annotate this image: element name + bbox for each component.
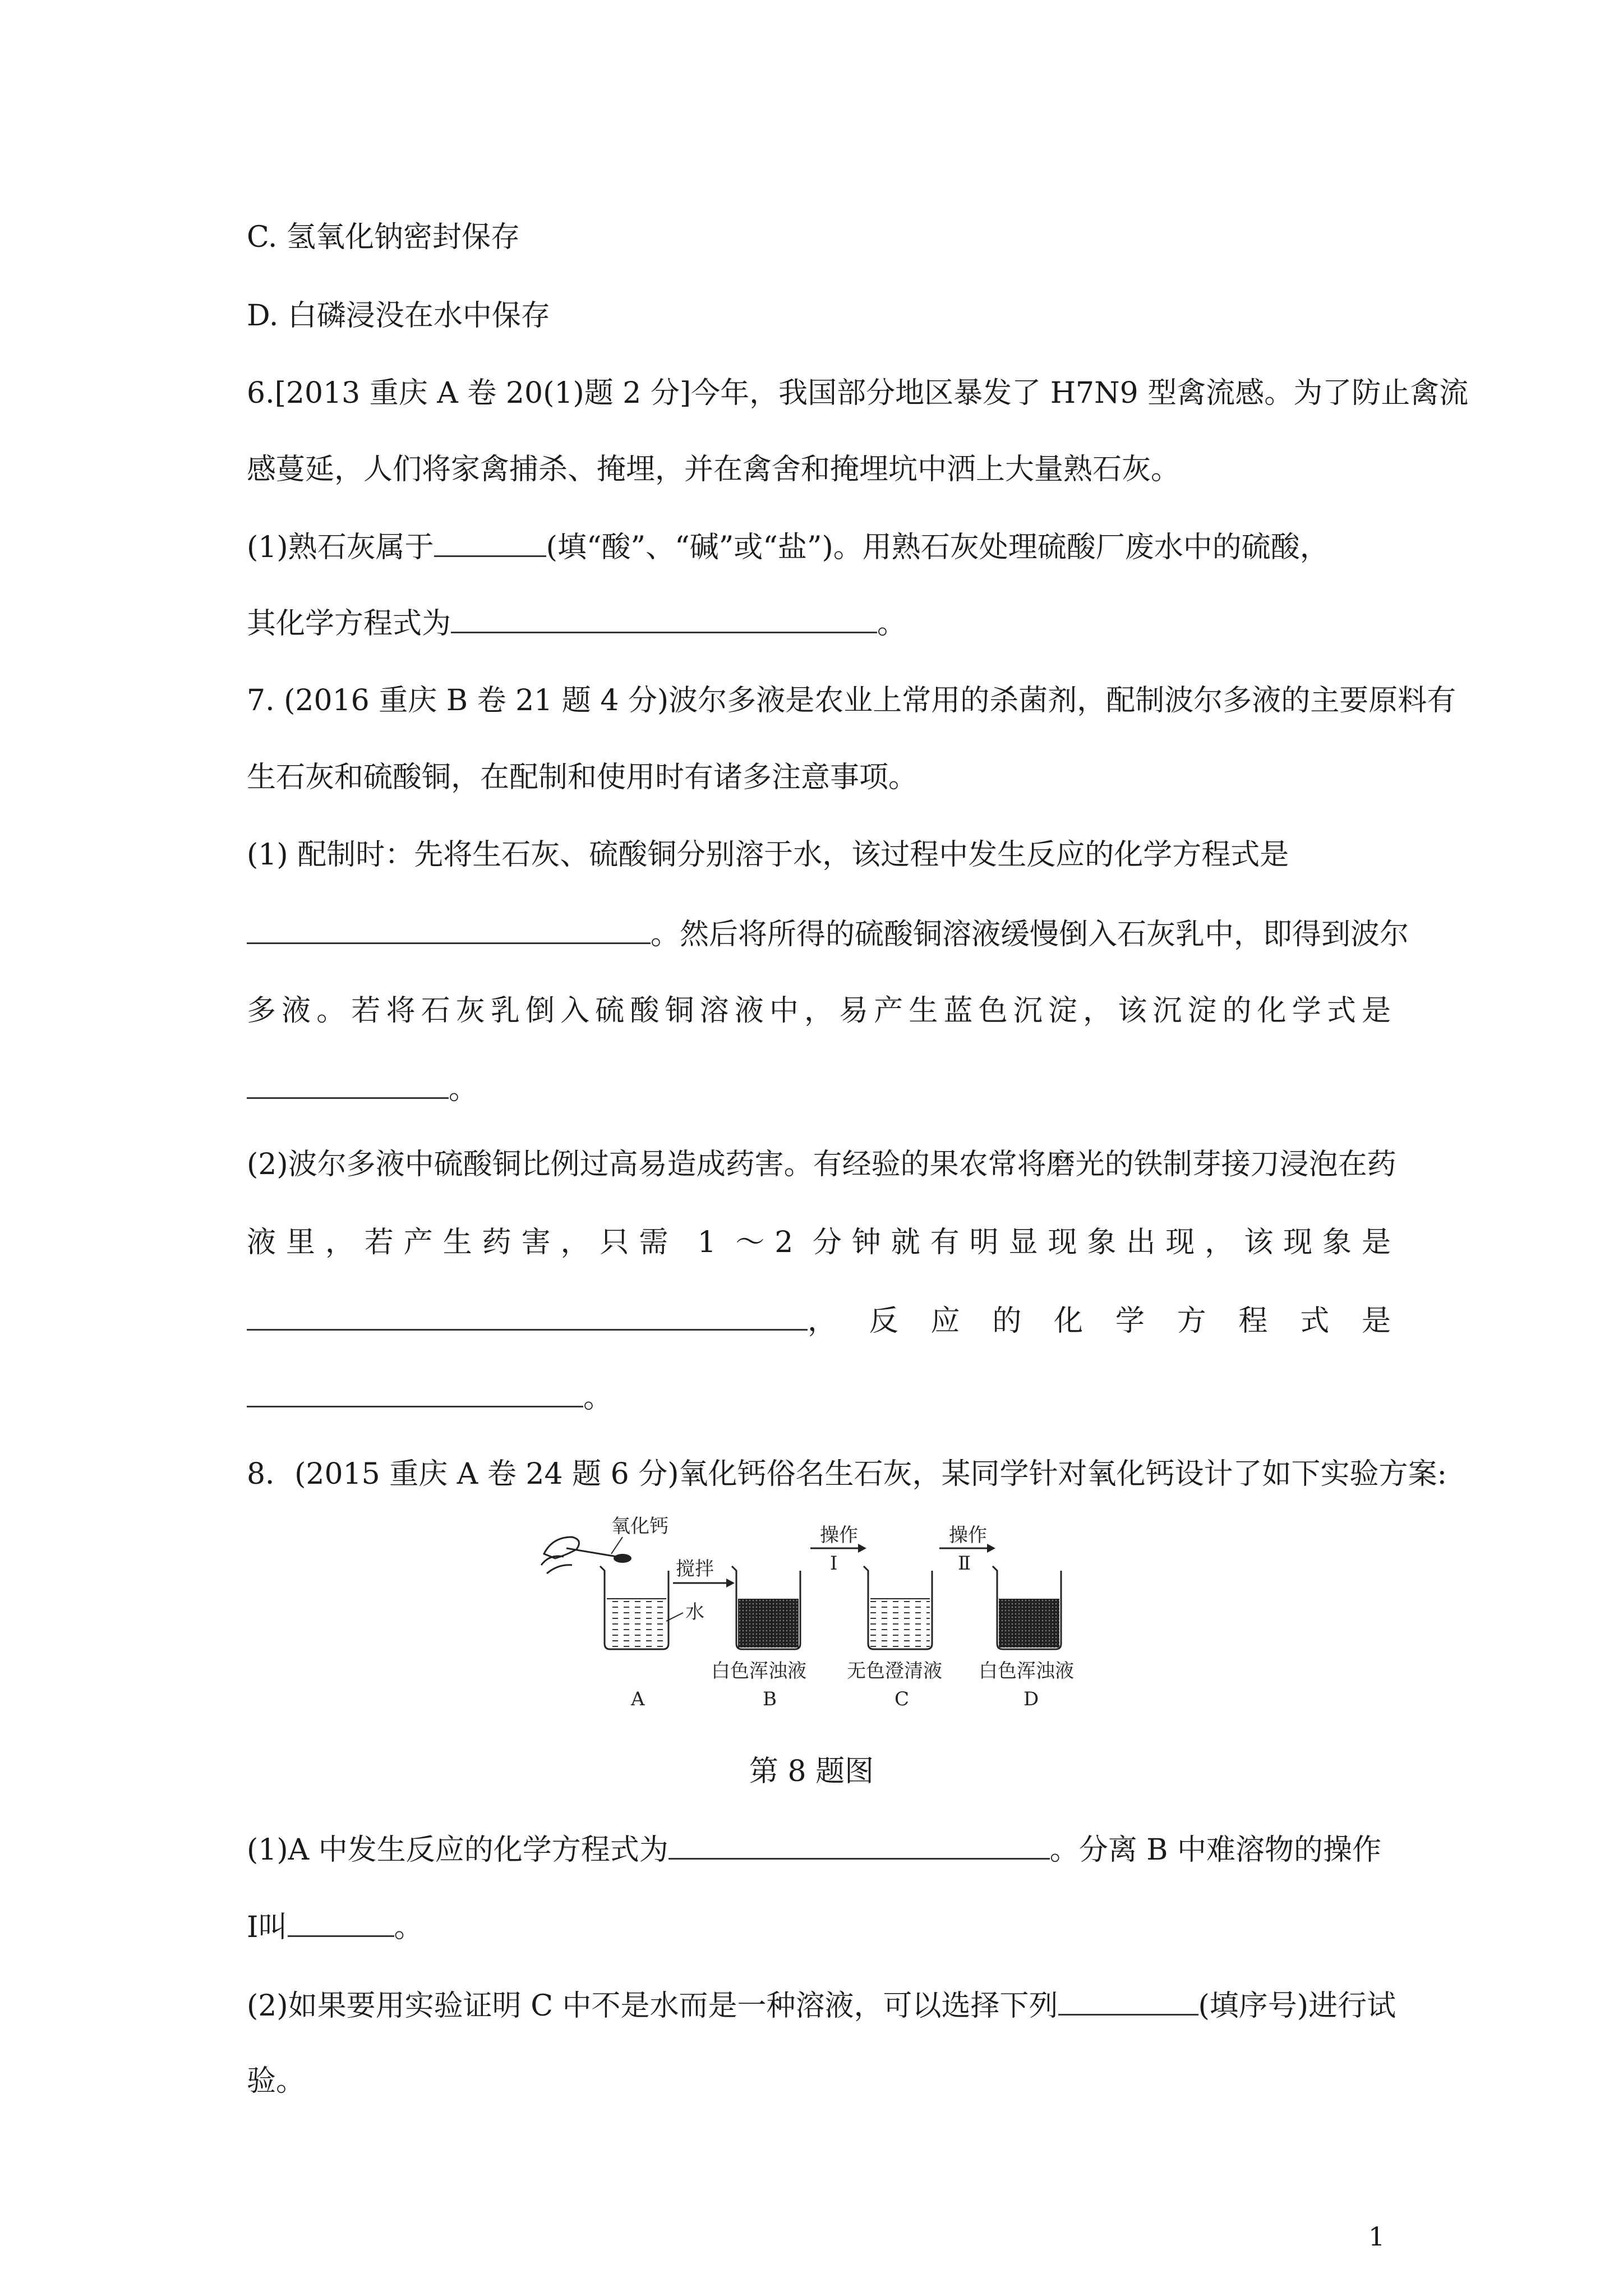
q8-answer-blank-2[interactable] [288,1910,394,1937]
q6-part1-text-a: (1)熟石灰属于 [247,531,434,564]
q8-experiment-figure [533,1515,1105,1717]
q6-part1-text-d: 。 [877,607,907,641]
q7-part1-text-b: 。然后将所得的硫酸铜溶液缓慢倒入石灰乳中，即得到波尔 [651,918,1409,951]
q8-part2-text-b: (填序号)进行试 [1198,1989,1396,2023]
q7-part2-line2: 液里，若产生药害，只需 1 ～2 分钟就有明显现象出现，该现象是 [247,1226,1391,1259]
q6-part1-line1 [247,530,1391,564]
q7-stem-line1: 7. (2016 重庆 B 卷 21 题 4 分)波尔多液是农业上常用的杀菌剂，配制波尔多液的主要原料有 [247,684,1456,717]
figure-desc-c: 无色澄清液 [847,1660,942,1682]
q7-part1-line4 [247,1071,1391,1106]
page-number: 1 [1368,2221,1385,2252]
q6-answer-blank-2[interactable] [451,606,877,633]
figure-desc-d: 白色浑浊液 [979,1660,1074,1682]
figure-desc-b: 白色浑浊液 [711,1660,806,1682]
figure-label-reagent: 氧化钙 [611,1515,668,1538]
q6-part1-text-c: 其化学方程式为 [247,607,451,641]
q7-answer-blank-2[interactable] [247,1071,449,1099]
q7-part2-text-c: ，反应的化学方程式是 [808,1304,1391,1338]
figure-caption: 第 8 题图 [749,1755,874,1788]
figure-label-c: C [895,1688,910,1710]
q7-part1-line2 [247,917,1409,951]
option-d: D. 白磷浸没在水中保存 [247,299,550,333]
q7-part2-text-d: 。 [583,1381,613,1415]
figure-label-op2: 操作 [949,1524,987,1547]
figure-label-a: A [631,1688,645,1710]
figure-label-d: D [1023,1688,1039,1710]
q7-part2-line3 [247,1303,1391,1338]
q8-part1-text-c: Ⅰ叫 [247,1911,288,1944]
q8-part1-line2 [247,1910,1391,1944]
q8-answer-blank-1[interactable] [668,1832,1050,1860]
q8-part1-line1 [247,1832,1391,1867]
beaker-a [600,1566,668,1649]
figure-label-op1: 操作 [820,1524,858,1547]
hand-spoon-icon [541,1537,631,1573]
q7-answer-blank-4[interactable] [247,1380,583,1407]
q7-part2-line4 [247,1380,1391,1415]
q6-answer-blank-1[interactable] [434,530,546,557]
q8-part2-line1 [247,1988,1396,2023]
q8-part1-text-a: (1)A 中发生反应的化学方程式为 [247,1833,668,1867]
figure-label-op2-num: Ⅱ [958,1552,971,1575]
q8-part1-text-b: 。分离 B 中难溶物的操作 [1049,1833,1382,1867]
figure-label-b: B [763,1688,777,1710]
q7-answer-blank-3[interactable] [247,1303,808,1331]
q8-answer-blank-3[interactable] [1058,1988,1198,2016]
figure-label-stir: 搅拌 [676,1558,714,1580]
q7-part1-text-d: 。 [449,1073,478,1106]
figure-label-water: 水 [685,1601,704,1623]
q8-stem-line1: 8．(2015 重庆 A 卷 24 题 6 分)氧化钙俗名生石灰，某同学针对氧化钙设计了如下实验方案: [247,1457,1447,1491]
figure-label-op1-num: Ⅰ [830,1552,838,1575]
q6-stem-line1: 6.[2013 重庆 A 卷 20(1)题 2 分]今年，我国部分地区暴发了 H7N9 型禽流感。为了防止禽流 [247,376,1469,410]
q7-part2-line1: (2)波尔多液中硫酸铜比例过高易造成药害。有经验的果农常将磨光的铁制芽接刀浸泡在药 [247,1148,1396,1181]
q7-part1-line3: 多液。若将石灰乳倒入硫酸铜溶液中，易产生蓝色沉淀，该沉淀的化学式是 [247,994,1391,1028]
q6-part1-line2 [247,606,1391,641]
option-c: C. 氢氧化钠密封保存 [247,220,520,254]
q7-stem-line2: 生石灰和硫酸铜，在配制和使用时有诸多注意事项。 [247,761,918,794]
beaker-d [993,1566,1061,1649]
beaker-b [732,1566,800,1649]
q7-part1-line1: (1) 配制时：先将生石灰、硫酸铜分别溶于水，该过程中发生反应的化学方程式是 [247,838,1289,872]
q8-part2-line2: 验。 [247,2064,306,2098]
q8-part1-text-d: 。 [394,1911,423,1944]
q7-answer-blank-1[interactable] [247,917,651,944]
q6-stem-line2: 感蔓延，人们将家禽捕杀、掩埋，并在禽舍和掩埋坑中洒上大量熟石灰。 [247,453,1181,486]
beaker-c [864,1566,932,1649]
q6-part1-text-b: (填“酸”、“碱”或“盐”)。用熟石灰处理硫酸厂废水中的硫酸， [546,531,1329,564]
q8-part2-text-a: (2)如果要用实验证明 C 中不是水而是一种溶液，可以选择下列 [247,1989,1058,2023]
